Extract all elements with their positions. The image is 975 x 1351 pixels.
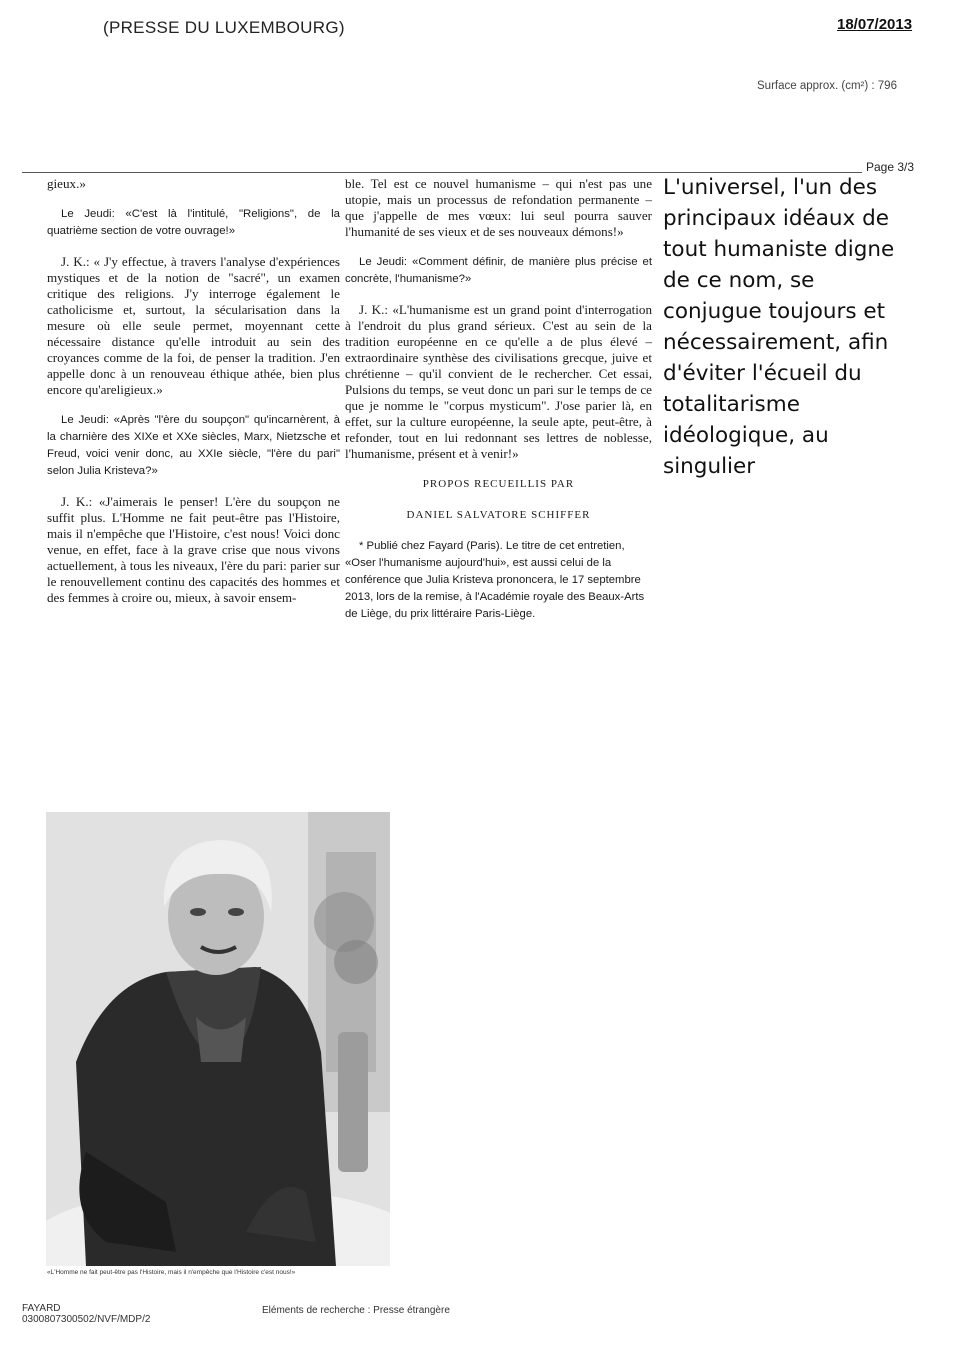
interviewee-answer: J. K.: «L'humanisme est un grand point d'interrogation à l'endroit du plus grand sérieux. C'est au sein de la tradition européenne en ce qu'elle a de plus élevé – extraordinaire synthèse des civilisations grecque, juive et chrétienne – qu'il convient de le rechercher. Cet essai, Pulsions du temps, se veut donc un pari sur le temps de ce que je nomme le "corpus mysticum". J'ose parier là, en effet, sur la culture européenne, la seule apte, peut-être, à refonder, tout en lui redonnant ses lettres de noblesse, l'humanisme, présent et à venir!» [345,302,652,461]
photo-caption: «L'Homme ne fait peut-être pas l'Histoire, mais il n'empêche que l'Histoire c'est nous!» [47,1269,296,1276]
publication-source: (PRESSE DU LUXEMBOURG) [103,18,345,37]
footer-publisher: FAYARD [22,1303,61,1314]
portrait-illustration [46,812,390,1266]
surface-area: Surface approx. (cm²) : 796 [757,80,897,92]
footer-search-elements: Eléments de recherche : Presse étrangère [262,1305,450,1316]
paragraph: gieux.» [47,176,86,191]
interviewer-question: Le Jeudi: «Comment définir, de manière plus précise et concrète, l'humanisme?» [345,256,652,285]
article-column-2 [345,176,652,637]
credit-line-2: DANIEL SALVATORE SCHIFFER [406,509,591,521]
interviewer-question: Le Jeudi: «C'est là l'intitulé, "Religions", de la quatrième section de votre ouvrage!» [47,208,340,237]
interviewer-question: Le Jeudi: «Après "l'ère du soupçon" qu'incarnèrent, à la charnière des XIXe et XXe siècles, Marx, Nietzsche et Freud, voici venir donc, au XXIe siècle, "l'ère du pari" selon Julia Kristeva?» [47,414,340,477]
paragraph: ble. Tel est ce nouvel humanisme – qui n'est pas une utopie, mais un processus de refondation permanente – que j'appelle de mes vœux: lui seul pourra sauver l'humanité de ses vieux et de ses nouveaux démons!» [345,176,652,239]
footer-code: 0300807300502/NVF/MDP/2 [22,1314,151,1325]
publication-date: 18/07/2013 [837,16,913,33]
footer-left [22,1303,150,1325]
pull-quote: L'universel, l'un des principaux idéaux de tout humaniste digne de ce nom, se conjugue toujours et nécessairement, afin d'éviter l'écueil du totalitarisme idéologique, au singulier [663,175,895,479]
credit-line-1: PROPOS RECUEILLIS PAR [422,478,575,490]
portrait-photo [46,812,390,1266]
page-number: Page 3/3 [866,160,915,174]
interviewee-answer: J. K.: «J'aimerais le penser! L'ère du soupçon ne suffit plus. L'Homme ne fait peut-être pas l'Histoire, mais il n'empêche que l'Histoire, c'est nous! Voici donc venue, en effet, face à la grave crise que nous vivons actuellement, à tous les niveaux, l'ère du pari: parier sur le renouvellement continu des capacités des hommes et des femmes à croire ou, mieux, à savoir ensem- [47,494,340,605]
article-column-1 [47,176,340,620]
footnote: * Publié chez Fayard (Paris). Le titre de cet entretien, «Oser l'humanisme aujourd'hui», est aussi celui de la conférence que Julia Kristeva prononcera, le 17 septembre 2013, lors de la remise, à l'Académie royale des Beaux-Arts de Liège, du prix littéraire Paris-Liège. [345,540,645,620]
interviewee-answer: J. K.: « J'y effectue, à travers l'analyse d'expériences mystiques et de la notion de "sacré", un examen critique des religions. J'y interroge également le catholicisme et, surtout, la sécularisation dans la mesure où elle seule permet, moyennant cette nécessaire distance qu'elle introduit au sein des croyances comme de la foi, de penser la tradition. J'en appelle donc à un renouveau éthique athée, bien plus encore qu'areligieux.» [47,254,340,397]
